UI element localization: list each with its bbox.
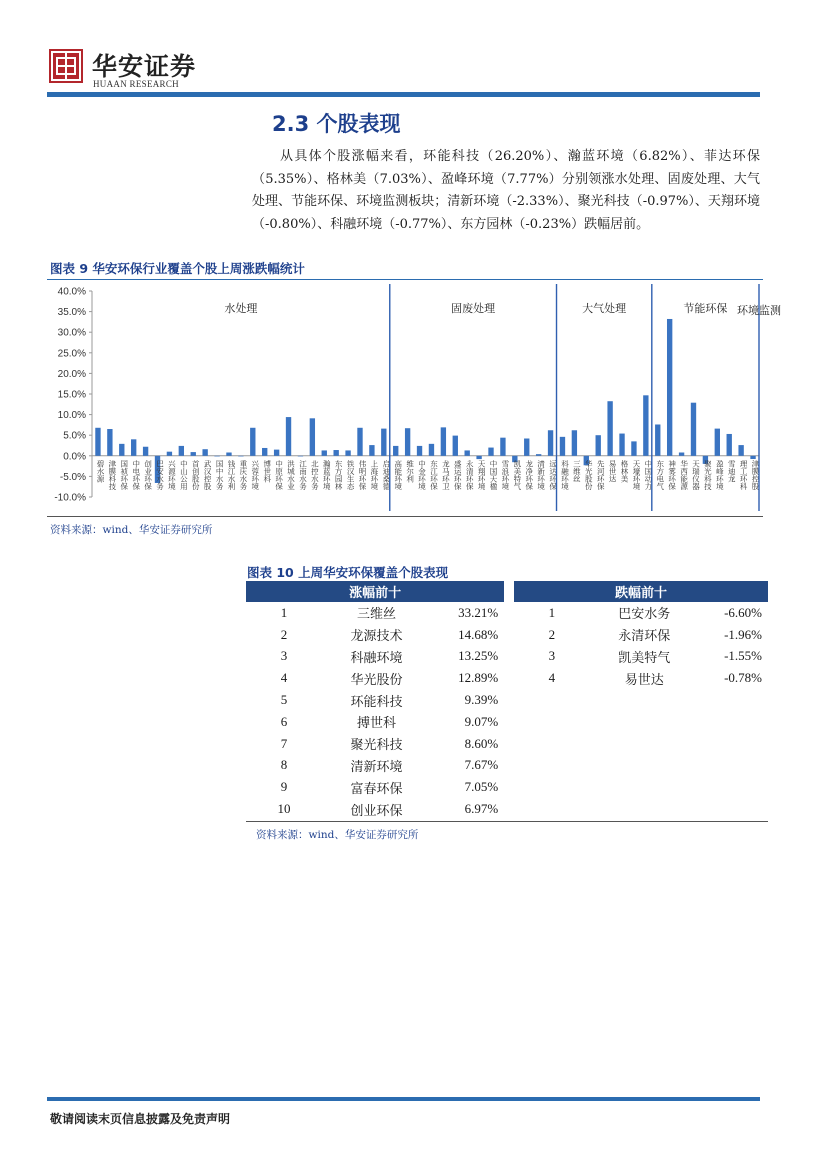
bar (405, 428, 410, 456)
x-tick-label: 中金环境 (417, 459, 427, 490)
table-row (246, 602, 768, 624)
cell-stock-down (590, 711, 699, 733)
cell-stock-up: 科融环境 (350, 650, 403, 666)
figure9-source: 资料来源：wind、华安证券研究所 (50, 524, 213, 536)
cell-stock-down (590, 733, 699, 755)
cell-rank-up: 6 (280, 713, 288, 729)
x-tick-label: 天翔环境 (477, 459, 487, 490)
figure9-chart (47, 281, 781, 515)
bar (333, 450, 338, 456)
bar (500, 438, 505, 456)
x-tick-label: 龙净环保 (524, 459, 534, 490)
cell-rank-down (514, 711, 590, 733)
x-tick-label: 启迪桑德 (381, 459, 391, 490)
bar (214, 456, 219, 457)
bar (488, 448, 493, 456)
x-tick-label: 钱江水利 (226, 459, 236, 490)
x-tick-label: 易世达 (608, 459, 618, 483)
cell-pct-down: -1.96% (724, 626, 762, 642)
bar (322, 450, 327, 455)
x-tick-label: 伟明环保 (357, 459, 367, 490)
y-tick-label: -5.0% (59, 471, 86, 483)
cell-pct-up: 33.21% (458, 604, 499, 620)
x-tick-label: 格林美 (620, 459, 630, 483)
y-tick-label: 40.0% (57, 286, 86, 298)
bar (536, 454, 541, 456)
y-tick-label: 5.0% (63, 430, 86, 442)
bar (202, 449, 207, 456)
cell-rank-down (514, 798, 590, 820)
cell-rank-up: 10 (277, 801, 291, 817)
bar (655, 424, 660, 455)
table-header-down: 跌幅前十 (514, 581, 768, 602)
x-tick-label: 凯美特气 (512, 459, 522, 490)
table-row (246, 624, 768, 646)
cell-stock-up: 富春环保 (350, 781, 403, 797)
bar (607, 401, 612, 456)
cell-rank-up: 5 (280, 692, 288, 708)
x-tick-label: 天瑞仪器 (691, 459, 701, 490)
sector-label: 固废处理 (451, 302, 496, 315)
y-tick-label: 30.0% (57, 327, 86, 339)
bar (667, 319, 672, 456)
figure9-top-rule (47, 279, 763, 280)
cell-stock-up: 龙源技术 (350, 629, 403, 645)
cell-stock-down: 易世达 (624, 672, 664, 688)
x-tick-label: 江南水务 (298, 459, 308, 490)
bar (453, 436, 458, 456)
cell-pct-up: 9.07% (464, 713, 499, 729)
cell-stock-down: 巴安水务 (618, 607, 671, 623)
cell-rank-up: 4 (280, 670, 288, 686)
x-tick-label: 国祯环保 (119, 459, 129, 490)
cell-stock-down: 永清环保 (618, 629, 671, 645)
cell-gap (504, 624, 514, 646)
bar (596, 435, 601, 456)
bar (274, 450, 279, 456)
figure10-source: 资料来源：wind、华安证券研究所 (256, 829, 419, 841)
x-tick-label: 神雾环保 (667, 459, 677, 490)
sector-label: 水处理 (224, 302, 258, 315)
cell-pct-up: 6.97% (464, 801, 499, 817)
brand-name: 华安证券 (92, 52, 197, 81)
x-tick-label: 碧水源 (95, 459, 105, 483)
x-tick-label: 东方园林 (334, 459, 344, 490)
cell-pct-down: -0.78% (724, 670, 762, 686)
sector-label: 大气处理 (582, 302, 627, 315)
cell-pct-down (699, 798, 768, 820)
section-title: 2.3 个股表现 (272, 112, 401, 136)
bar (179, 446, 184, 456)
x-tick-label: 华西能源 (679, 459, 689, 490)
cell-pct-up: 12.89% (458, 670, 499, 686)
table-row (246, 798, 768, 820)
bar (429, 444, 434, 456)
bar (465, 450, 470, 455)
x-tick-label: 武汉控股 (203, 459, 213, 490)
bar (345, 450, 350, 455)
bar (631, 441, 636, 455)
table-row (246, 667, 768, 689)
cell-stock-down (590, 689, 699, 711)
x-tick-label: 华光股份 (584, 459, 594, 490)
bar (95, 428, 100, 456)
bar (131, 439, 136, 455)
table-row (246, 776, 768, 798)
cell-pct-down: -6.60% (724, 604, 762, 620)
figure10-title: 图表 10 上周华安环保覆盖个股表现 (247, 565, 449, 580)
x-tick-label: 中山公用 (179, 459, 189, 490)
cell-rank-down: 2 (548, 626, 556, 642)
cell-stock-down (590, 798, 699, 820)
header-divider (47, 92, 760, 97)
cell-stock-up: 搏世科 (357, 716, 397, 732)
cell-rank-up: 2 (280, 626, 288, 642)
x-tick-label: 东江环保 (429, 459, 439, 490)
y-tick-label: 25.0% (57, 348, 86, 360)
bar (250, 428, 255, 456)
cell-gap (504, 602, 514, 624)
figure10-table (246, 581, 768, 820)
x-tick-label: 盈峰环境 (715, 459, 725, 490)
cell-gap (504, 733, 514, 755)
x-tick-label: 科融环境 (560, 459, 570, 490)
cell-stock-up: 华光股份 (350, 672, 403, 688)
x-tick-label: 国中水务 (215, 459, 225, 490)
x-tick-label: 博世科 (262, 459, 272, 483)
x-tick-label: 瀚蓝环境 (322, 459, 332, 490)
bar (381, 429, 386, 456)
x-tick-label: 高能环境 (393, 459, 403, 490)
x-tick-label: 理工环科 (739, 459, 749, 490)
cell-pct-up: 7.67% (464, 757, 499, 773)
x-tick-label: 铁汉生态 (346, 459, 356, 490)
y-tick-label: 10.0% (57, 410, 86, 422)
y-tick-label: 35.0% (57, 307, 86, 319)
bar (691, 403, 696, 456)
bar (369, 445, 374, 456)
sector-label: 环境监测 (737, 304, 781, 317)
bar (298, 456, 303, 457)
x-tick-label: 雪迪龙 (727, 459, 737, 483)
cell-rank-down: 3 (548, 648, 556, 664)
table-row (246, 689, 768, 711)
cell-rank-up: 1 (280, 604, 288, 620)
bar (238, 456, 243, 457)
bar (738, 445, 743, 456)
cell-pct-down (699, 776, 768, 798)
table-header-up: 涨幅前十 (246, 581, 504, 602)
cell-rank-down (514, 776, 590, 798)
cell-pct-up: 9.39% (464, 692, 499, 708)
cell-pct-up: 7.05% (464, 779, 499, 795)
x-tick-label: 北控水务 (310, 459, 320, 490)
figure9-bottom-rule (47, 516, 763, 517)
bar (476, 456, 481, 459)
figure9-title: 图表 9 华安环保行业覆盖个股上周涨跌幅统计 (50, 261, 305, 276)
bar (441, 427, 446, 455)
bar (143, 447, 148, 456)
cell-pct-up: 8.60% (464, 735, 499, 751)
x-tick-label: 中电环保 (131, 459, 141, 490)
x-tick-label: 雪浪环境 (500, 459, 510, 490)
table-header-gap (504, 581, 514, 602)
bar (679, 453, 684, 456)
y-tick-label: -10.0% (54, 492, 86, 504)
x-tick-label: 津膜控股 (751, 459, 761, 490)
bar (310, 418, 315, 455)
x-tick-label: 津膜科技 (107, 459, 117, 490)
x-tick-label: 永清环保 (465, 459, 475, 490)
bar (226, 453, 231, 456)
bar (643, 395, 648, 455)
cell-gap (504, 755, 514, 777)
x-tick-label: 巴安水务 (155, 459, 165, 490)
x-tick-label: 中国动力 (643, 459, 653, 490)
cell-pct-down (699, 711, 768, 733)
cell-rank-up: 7 (280, 735, 288, 751)
x-tick-label: 聚光科技 (703, 459, 713, 490)
cell-pct-up: 13.25% (458, 648, 499, 664)
y-tick-label: 15.0% (57, 389, 86, 401)
bar (750, 456, 755, 459)
bar (286, 417, 291, 456)
bar (548, 430, 553, 456)
cell-pct-down (699, 755, 768, 777)
cell-stock-down: 凯美特气 (618, 650, 671, 666)
cell-gap (504, 798, 514, 820)
bar (107, 429, 112, 456)
x-tick-label: 清新环境 (536, 459, 546, 490)
bar (619, 434, 624, 456)
cell-stock-up: 聚光科技 (350, 738, 403, 754)
cell-rank-up: 9 (280, 779, 288, 795)
cell-pct-down: -1.55% (724, 648, 762, 664)
x-tick-label: 中原环保 (274, 459, 284, 490)
bar (167, 452, 172, 456)
x-tick-label: 先河环保 (596, 459, 606, 490)
x-tick-label: 首创股份 (191, 459, 201, 490)
x-tick-label: 三维丝 (572, 459, 582, 483)
cell-gap (504, 667, 514, 689)
bar (262, 448, 267, 456)
bar (560, 437, 565, 456)
cell-rank-down: 4 (548, 670, 556, 686)
x-tick-label: 兴源环境 (167, 459, 177, 490)
x-tick-label: 远达环保 (548, 459, 558, 490)
x-tick-label: 维尔利 (405, 459, 415, 483)
brand-logo-icon (49, 49, 83, 83)
x-tick-label: 兴蓉环境 (250, 459, 260, 490)
x-tick-label: 龙马环卫 (441, 459, 451, 490)
bar (572, 430, 577, 456)
table-row (246, 711, 768, 733)
cell-stock-down (590, 776, 699, 798)
cell-pct-down (699, 689, 768, 711)
cell-stock-up: 环能科技 (350, 694, 403, 710)
cell-rank-down (514, 733, 590, 755)
x-tick-label: 创业环保 (143, 459, 153, 490)
x-tick-label: 东方电气 (655, 459, 665, 490)
sector-label: 节能环保 (683, 302, 728, 315)
table-row (246, 733, 768, 755)
bar (119, 444, 124, 456)
x-tick-label: 洪城水业 (286, 459, 296, 490)
bar (357, 428, 362, 456)
brand-name-en: HUAAN RESEARCH (93, 79, 179, 89)
cell-gap (504, 776, 514, 798)
x-tick-label: 盛运环保 (453, 459, 463, 490)
cell-rank-down (514, 689, 590, 711)
cell-stock-up: 创业环保 (350, 803, 403, 819)
footer-disclaimer: 敬请阅读末页信息披露及免责声明 (50, 1112, 231, 1126)
x-tick-label: 中国天楹 (489, 459, 499, 490)
cell-rank-down: 1 (548, 604, 556, 620)
cell-rank-up: 3 (280, 648, 288, 664)
cell-gap (504, 689, 514, 711)
table-row (246, 646, 768, 668)
y-tick-label: 20.0% (57, 368, 86, 380)
bar (727, 434, 732, 456)
section-paragraph: 从具体个股涨幅来看，环能科技（26.20%）、瀚蓝环境（6.82%）、菲达环保（5.35%）、格林美（7.03%）、盈峰环境（7.77%）分别领涨水处理、固废处理、大气处理、节能环保、环境监测板块；清新环境（-2.33%）、聚光科技（-0.97%）、天翔环境（-0.80%）、科融环境（-0.77%）、东方园林（-0.23%）跌幅居前。 (252, 149, 760, 232)
cell-gap (504, 711, 514, 733)
x-tick-label: 重庆水务 (238, 459, 248, 490)
x-tick-label: 上海环境 (369, 459, 379, 490)
cell-stock-down (590, 755, 699, 777)
footer-divider (47, 1097, 760, 1101)
cell-stock-up: 三维丝 (357, 607, 397, 623)
figure10-bottom-rule (246, 821, 768, 822)
cell-rank-up: 8 (280, 757, 288, 773)
cell-gap (504, 646, 514, 668)
bar (393, 446, 398, 456)
bar (524, 439, 529, 456)
bar (715, 429, 720, 456)
cell-pct-up: 14.68% (458, 626, 499, 642)
cell-stock-up: 清新环境 (350, 759, 403, 775)
bar (191, 452, 196, 456)
cell-rank-down (514, 755, 590, 777)
bar (417, 446, 422, 456)
cell-pct-down (699, 733, 768, 755)
table-row (246, 755, 768, 777)
x-tick-label: 天壕环境 (631, 459, 641, 490)
y-tick-label: 0.0% (63, 451, 86, 463)
